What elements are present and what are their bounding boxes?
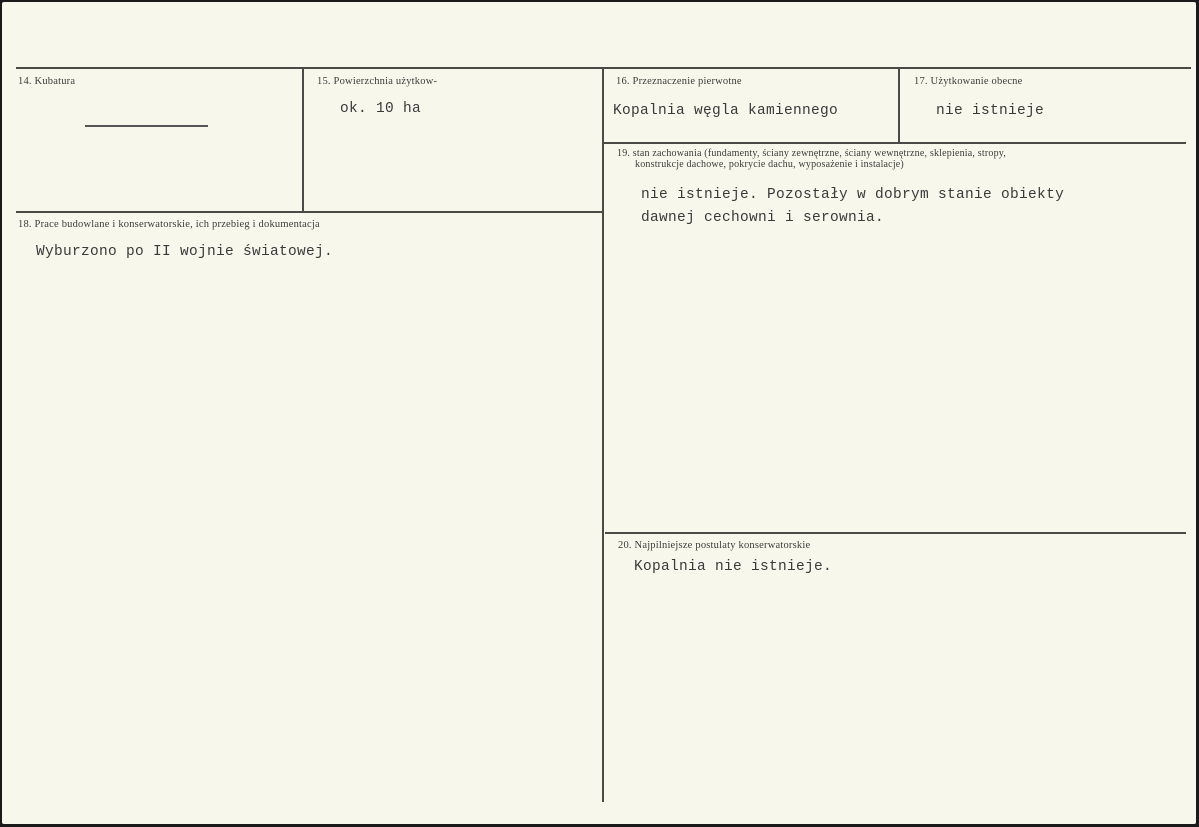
record-card (2, 2, 1196, 824)
divider-14-15 (302, 68, 304, 211)
field-20-label: 20. Najpilniejsze postulaty konserwatorskie (618, 540, 811, 551)
rule-below-16-17 (603, 142, 1186, 144)
field-19-value-line1: nie istnieje. Pozostały w dobrym stanie obiekty (641, 187, 1065, 203)
field-15-label: 15. Powierzchnia użytkow- (317, 76, 438, 87)
field-19-label-line2: konstrukcje dachowe, pokrycie dachu, wyposażenie i instalacje) (635, 159, 904, 170)
field-17-label: 17. Użytkowanie obecne (914, 76, 1023, 87)
rule-below-19 (605, 532, 1186, 534)
field-18-value: Wyburzono po II wojnie światowej. (36, 244, 334, 260)
field-19-label-line1: 19. stan zachowania (fundamenty, ściany zewnętrzne, ściany wewnętrzne, sklepienia, stropy, (617, 148, 1007, 159)
rule-below-14-15 (16, 211, 602, 213)
field-18-label: 18. Prace budowlane i konserwatorskie, ich przebieg i dokumentacja (18, 219, 320, 230)
field-14-label: 14. Kubatura (18, 76, 76, 87)
field-15-value: ok. 10 ha (340, 101, 422, 117)
field-19-value-line2: dawnej cechowni i serownia. (641, 210, 885, 226)
field-14-empty-dash (85, 125, 208, 127)
field-16-label: 16. Przeznaczenie pierwotne (616, 76, 742, 87)
field-16-value: Kopalnia węgla kamiennego (613, 103, 839, 119)
field-17-value: nie istnieje (936, 103, 1045, 119)
field-20-value: Kopalnia nie istnieje. (634, 559, 833, 575)
center-divider (602, 68, 604, 802)
divider-16-17 (898, 68, 900, 142)
